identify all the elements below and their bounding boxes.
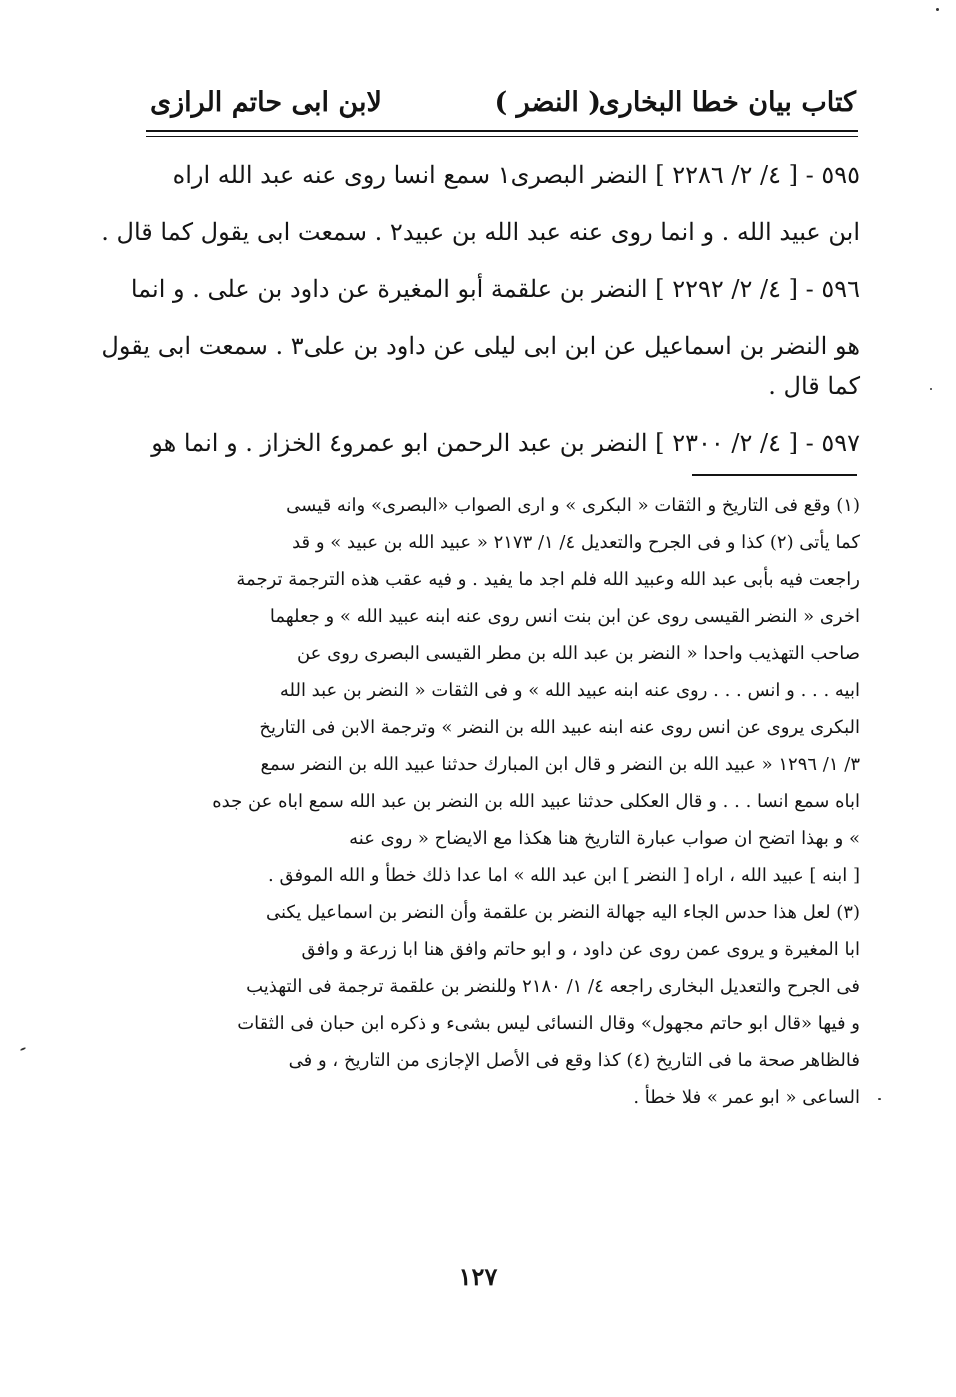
footnote-line: (٣) لعل هذا حدس الجاء اليه جهالة النضر بن علقمة وأن النضر بن اسماعيل يكنى xyxy=(265,902,860,923)
footnote-line: راجعت فيه بأبى عبد الله وعبيد الله فلم اجد ما يفيد . و فيه عقب هذه الترجمة ترجمة xyxy=(236,569,860,590)
footnote-line: (١) وقع فى التاريخ و الثقات « البكرى » و ارى الصواب «البصرى» وانه قيسى xyxy=(286,495,860,516)
entry-596-line-3: كما قال . xyxy=(768,372,860,400)
footnote-separator xyxy=(692,474,857,476)
header-rule xyxy=(146,130,858,132)
book-title: كتاب بيان خطا البخارى xyxy=(598,87,856,118)
page-number: ١٢٧ xyxy=(458,1262,498,1291)
entry-595-line-2: ابن عبيد الله . و انما روى عنه عبد الله بن عبيد٢ . سمعت ابى يقول كما قال . xyxy=(101,218,860,246)
entry-596-line-2: هو النضر بن اسماعيل عن ابن ابى ليلى عن داود بن على٣ . سمعت ابى يقول xyxy=(101,332,860,360)
entry-595-line-1: ٥٩٥ - [ ٤/ ٢/ ٢٢٨٦ ] النضر البصرى١ سمع انسا روى عنه عبد الله اراه xyxy=(172,161,860,189)
footnote-line: صاحب التهذيب واحدا « النضر بن عبد الله بن مطر القيسى البصرى روى عن xyxy=(296,643,860,664)
author-name: لابن ابى حاتم الرازى xyxy=(150,87,382,118)
scan-speck xyxy=(20,1047,26,1051)
footnote-line: اخرى « النضر القيسى روى عن ابن بنت انس روى عنه ابنه عبيد الله » و جعلهما xyxy=(269,606,860,627)
scan-speck xyxy=(930,388,932,390)
footnote-line: اباه سمع انسا . . . و قال العكلى حدثنا عبيد الله بن النضر بن عبد الله سمع اباه عن جده xyxy=(212,791,860,812)
scan-speck xyxy=(936,8,939,11)
footnotes xyxy=(160,487,860,1116)
entry-name-heading: ( النضر ) xyxy=(494,87,601,118)
running-header xyxy=(150,78,856,128)
entry-597-line-1: ٥٩٧ - [ ٤/ ٢/ ٢٣٠٠ ] النضر بن عبد الرحمن ابو عمرو٤ الخزاز . و انما هو xyxy=(151,429,860,457)
header-rule-thin xyxy=(146,136,858,137)
footnote-line: البكرى يروى عن انس روى عنه ابنه عبيد الله بن النضر » وترجمة الابن فى التاريخ xyxy=(259,717,860,738)
footnote-line: الساعى « ابو عمر » فلا خطأ . xyxy=(633,1087,860,1108)
scan-speck xyxy=(878,1098,881,1100)
footnote-line: فالظاهر صحة ما فى التاريخ (٤) كذا وقع فى الأصل الإجازى من التاريخ ، و فى xyxy=(288,1050,860,1071)
footnote-line: فى الجرح والتعديل البخارى راجعه ٤/ ١/ ٢١٨٠ وللنضر بن علقمة ترجمة فى التهذيب xyxy=(246,976,860,997)
entry-596-line-1: ٥٩٦ - [ ٤/ ٢/ ٢٢٩٢ ] النضر بن علقمة أبو المغيرة عن داود بن على . و انما xyxy=(130,275,860,303)
footnote-line: [ ابنه ] عبيد الله ، اراه [ النضر ] ابن عبد الله » اما عدا ذلك خطأ و الله الموفق . xyxy=(268,865,860,886)
footnote-line: » و بهذا اتضح ان صواب عبارة التاريخ هنا هكذا مع الايضاح « روى عنه xyxy=(349,828,860,849)
footnote-line: ابا المغيرة و يروى عمن روى عن داود ، و ابو حاتم وافق هنا ابا زرعة و وافق xyxy=(301,939,860,960)
footnote-line: ابيه . . . و انس . . . روى عنه ابنه عبيد الله » و فى الثقات « النضر بن عبد الله xyxy=(279,680,860,701)
footnote-line: و فيها «قال ابو حاتم مجهول» وقال النسائى ليس بشىء و ذكره ابن حبان فى الثقات xyxy=(237,1013,860,1034)
footnote-line: كما يأتى (٢) كذا و فى الجرح والتعديل ٤/ ١/ ٢١٧٣ « عبيد الله بن عبيد » و قد xyxy=(292,532,860,553)
footnote-line: ٣/ ١/ ١٢٩٦ « عبيد الله بن النضر و قال ابن المبارك حدثنا عبيد الله بن النضر سمع xyxy=(260,754,860,775)
